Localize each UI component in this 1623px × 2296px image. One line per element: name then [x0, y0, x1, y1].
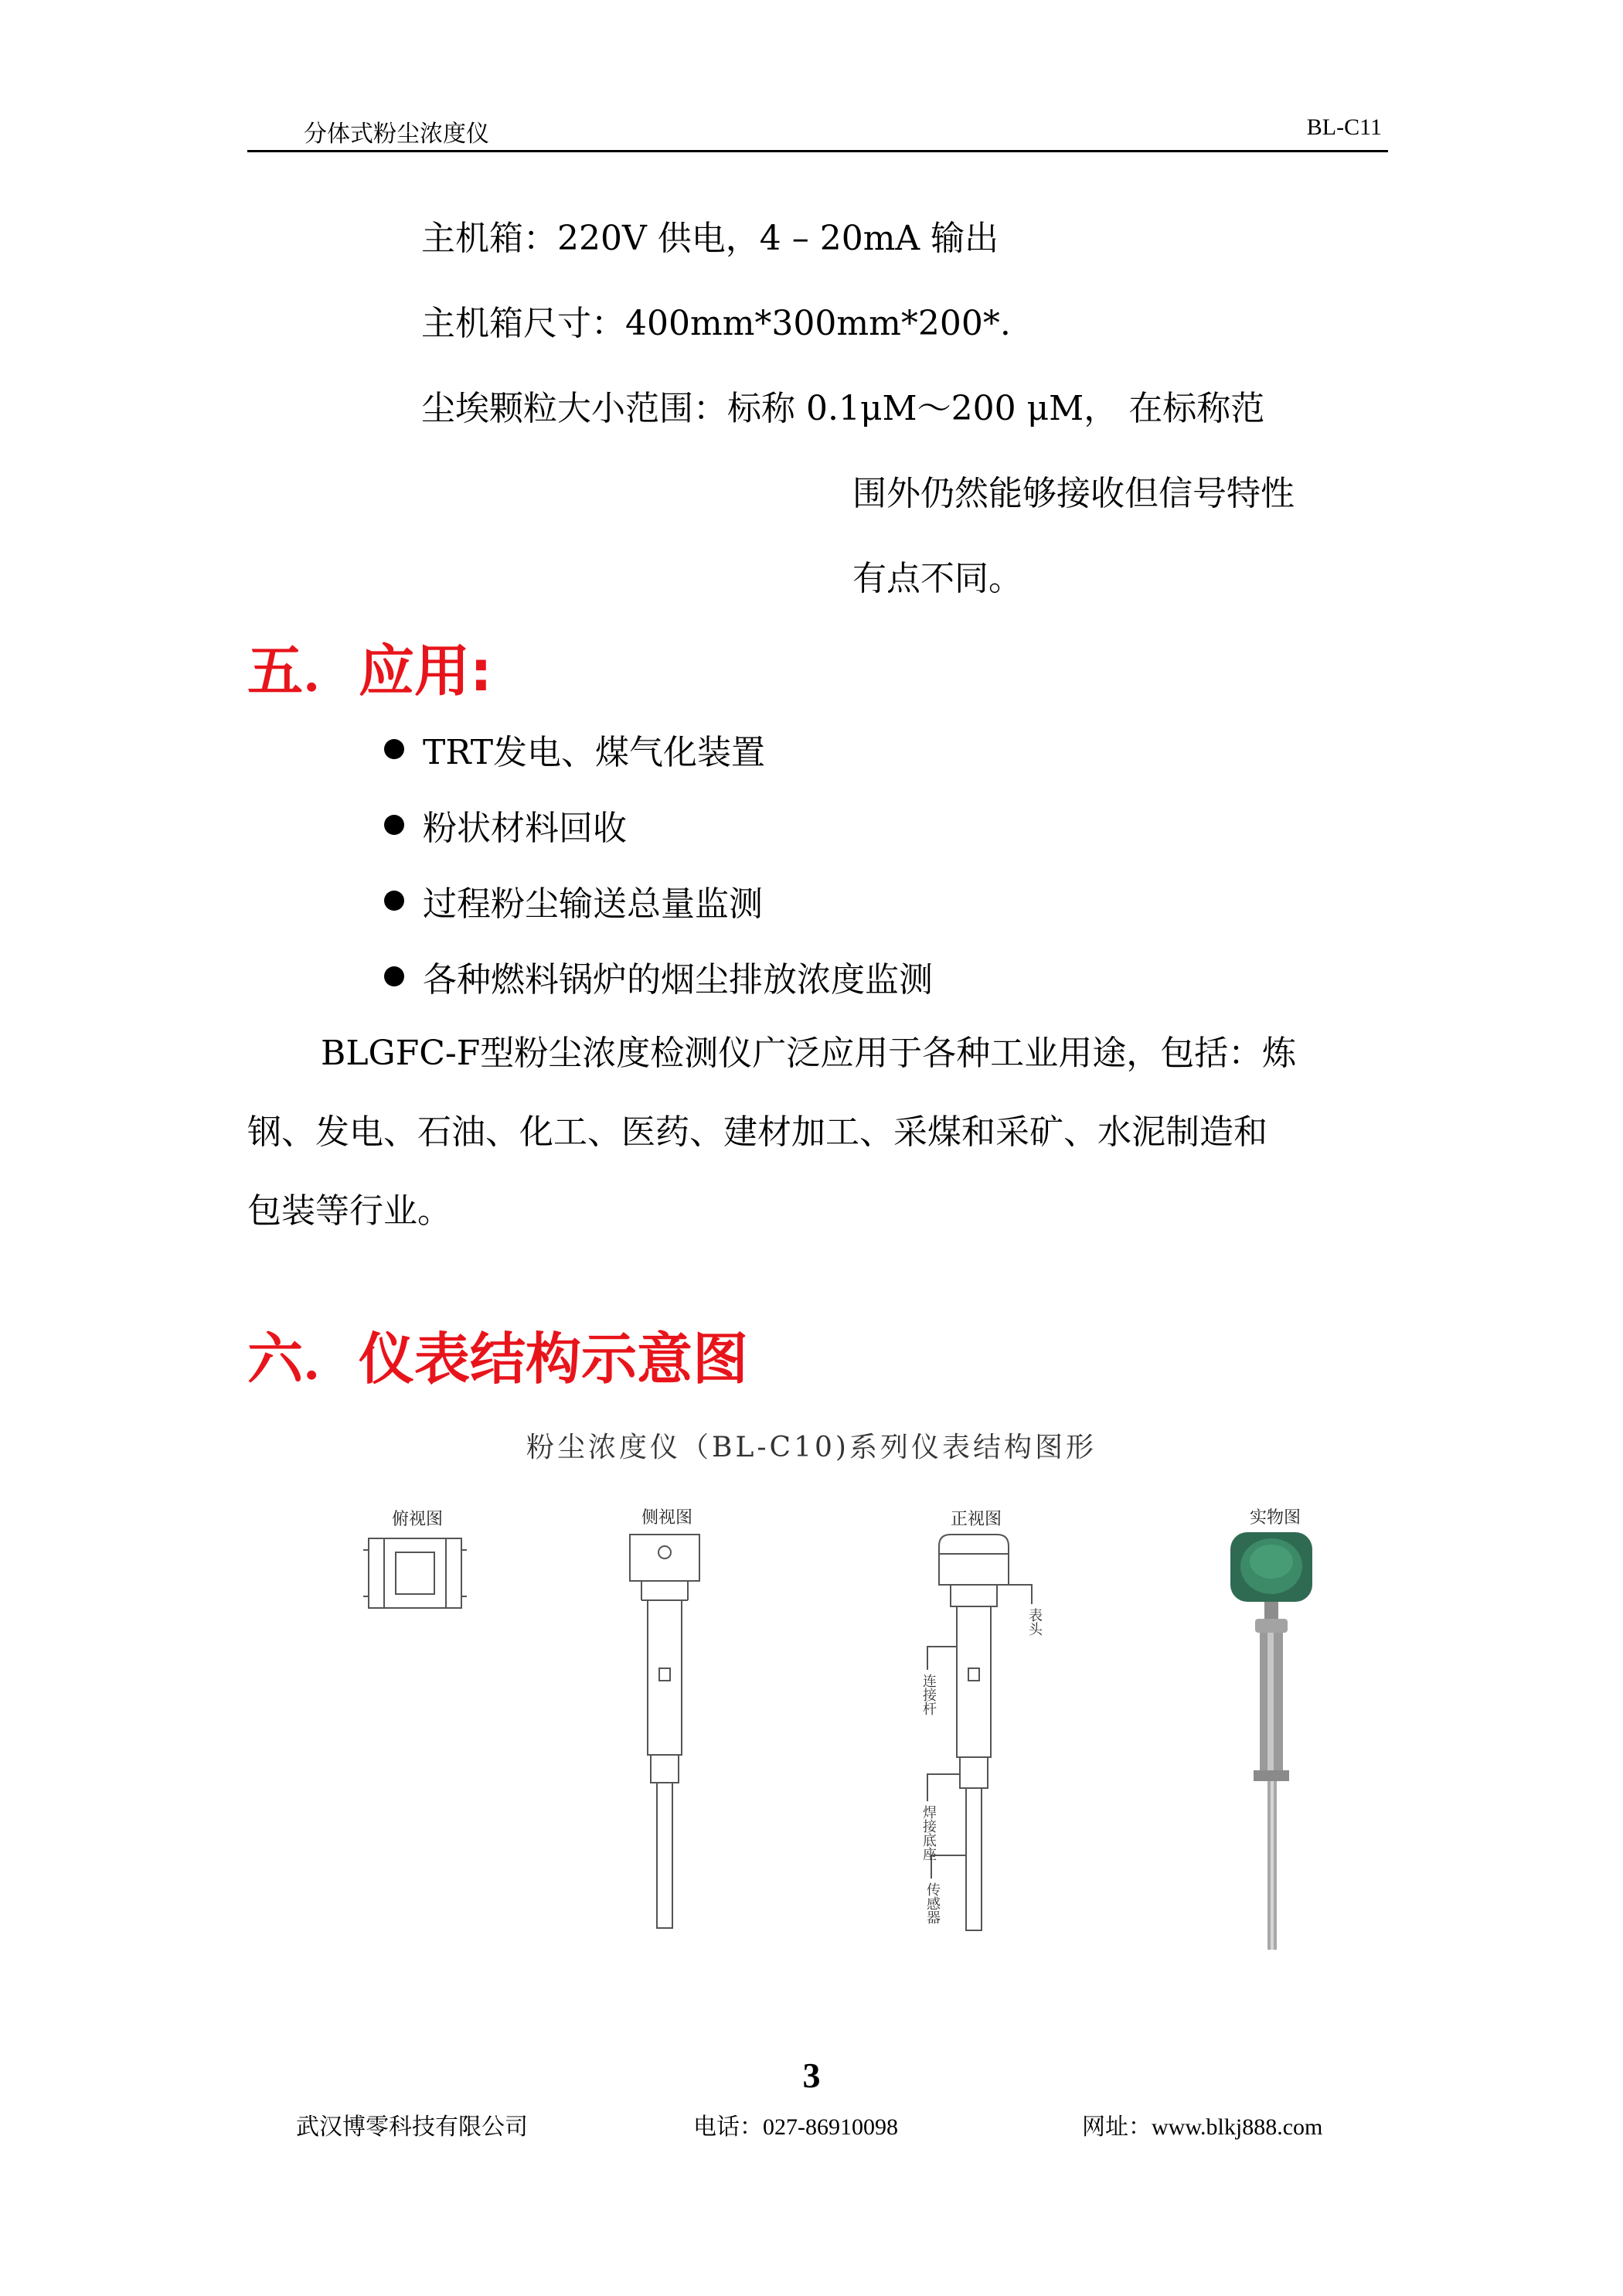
bullet-text: TRT发电、煤气化装置: [423, 733, 766, 772]
bullet-text: 粉状材料回收: [423, 809, 627, 848]
spec-particle-line2: 围外仍然能够接收但信号特性: [852, 474, 1295, 513]
view-label-front: 正视图: [950, 1510, 1002, 1529]
spec-particle-line1: 尘埃颗粒大小范围：标称 0.1μM～200 μM， 在标称范: [421, 389, 1265, 428]
product-photo: [1230, 1532, 1312, 1950]
bullet-text: 过程粉尘输送总量监测: [423, 884, 763, 924]
top-view-drawing: [363, 1538, 467, 1608]
front-label-mount: 焊接底座: [920, 1805, 937, 1861]
figure-title: 粉尘浓度仪（BL-C10)系列仪表结构图形: [526, 1432, 1097, 1463]
view-label-side: 侧视图: [641, 1508, 692, 1528]
side-view-drawing: [630, 1535, 699, 1928]
page-number: 3: [802, 2056, 821, 2095]
view-label-photo: 实物图: [1249, 1508, 1301, 1528]
para-line1: BLGFC-F型粉尘浓度检测仪广泛应用于各种工业用途，包括：炼: [321, 1034, 1297, 1073]
header-title: 分体式粉尘浓度仪: [304, 121, 489, 148]
front-label-rod: 连接杆: [920, 1674, 937, 1715]
front-label-sensor: 传感器: [924, 1882, 941, 1924]
footer-phone: 电话：027-86910098: [693, 2114, 898, 2140]
spec-size: 主机箱尺寸：400mm*300mm*200*.: [421, 304, 1011, 343]
para-line3: 包装等行业。: [247, 1191, 451, 1231]
header-model: BL-C11: [1306, 114, 1382, 140]
bullet-text: 各种燃料锅炉的烟尘排放浓度监测: [423, 960, 933, 1000]
view-label-top: 俯视图: [391, 1510, 443, 1529]
footer-company: 武汉博零科技有限公司: [296, 2114, 528, 2140]
spec-power: 主机箱：220V 供电，4 – 20mA 输出: [421, 219, 999, 258]
front-label-head: 表头: [1026, 1608, 1043, 1636]
section6-title: 六．仪表结构示意图: [247, 1327, 749, 1392]
para-line2: 钢、发电、石油、化工、医药、建材加工、采煤和采矿、水泥制造和: [247, 1112, 1267, 1152]
front-view-drawing: [927, 1535, 1032, 1930]
spec-particle-line3: 有点不同。: [852, 559, 1022, 598]
footer-website: 网址：www.blkj888.com: [1082, 2114, 1323, 2140]
section5-title: 五．应用:: [247, 639, 492, 703]
